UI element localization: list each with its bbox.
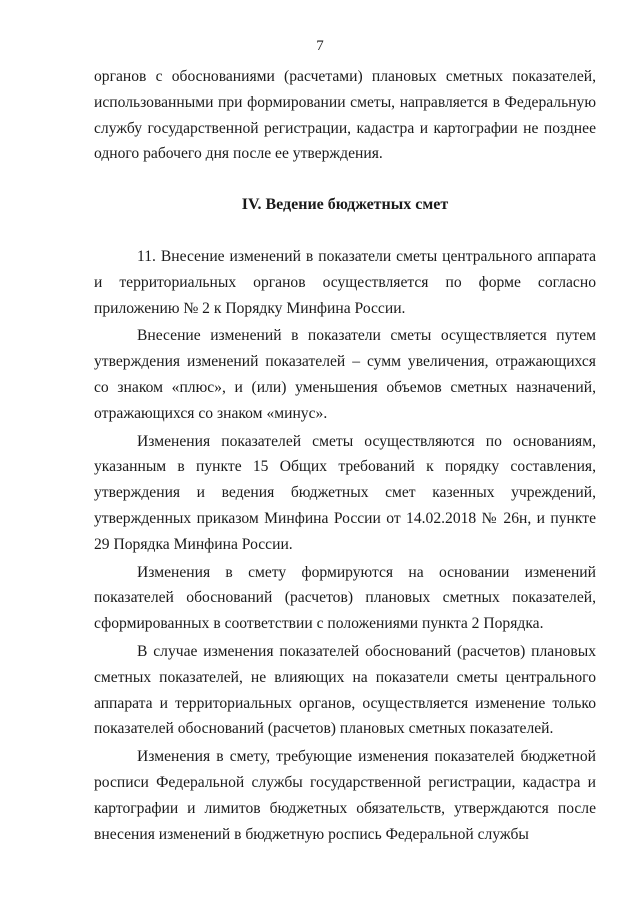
paragraph-changes-method: Внесение изменений в показатели сметы осуществляется путем утверждения изменений показателей – сумм увеличения, отражающихся со знаком «плюс», и (или) уменьшения объемов сметных назначений, отражающихся со знаком «минус». [94,327,596,422]
document-body [94,64,596,847]
paragraph-continuation: органов с обоснованиями (расчетами) плановых сметных показателей, использованными при формировании сметы, направляется в Федеральную службу государственной регистрации, кадастра и картографии не позднее одного рабочего дня после ее утверждения. [94,68,596,163]
paragraph-changes-grounds: Изменения показателей сметы осуществляются по основаниям, указанным в пункте 15 Общих требований к порядку составления, утверждения и ведения бюджетных смет казенных учреждений, утвержденных приказом Минфина России от 14.02.2018 № 26н, и пункте 29 Порядка Минфина России. [94,432,596,553]
paragraph-11: 11. Внесение изменений в показатели сметы центрального аппарата и территориальных органов осуществляется по форме согласно приложению № 2 к Порядку Минфина России. [94,247,596,317]
paragraph-changes-justifications: В случае изменения показателей обоснований (расчетов) плановых сметных показателей, не влияющих на показатели сметы центрального аппарата и территориальных органов, осуществляется изменение только показателей обоснований (расчетов) плановых сметных показателей. [94,642,596,738]
section-heading: IV. Ведение бюджетных смет [241,196,449,214]
page-number: 7 [316,38,324,54]
paragraph-changes-formation: Изменения в смету формируются на основании изменений показателей обоснований (расчетов) плановых сметных показателей, сформированных в соответствии с положениями пункта 2 Порядка. [94,563,596,633]
paragraph-changes-budget-list: Изменения в смету, требующие изменения показателей бюджетной росписи Федеральной службы государственной регистрации, кадастра и картографии и лимитов бюджетных обязательств, утверждаются после внесения изменений в бюджетную роспись Федеральной службы [94,748,596,843]
